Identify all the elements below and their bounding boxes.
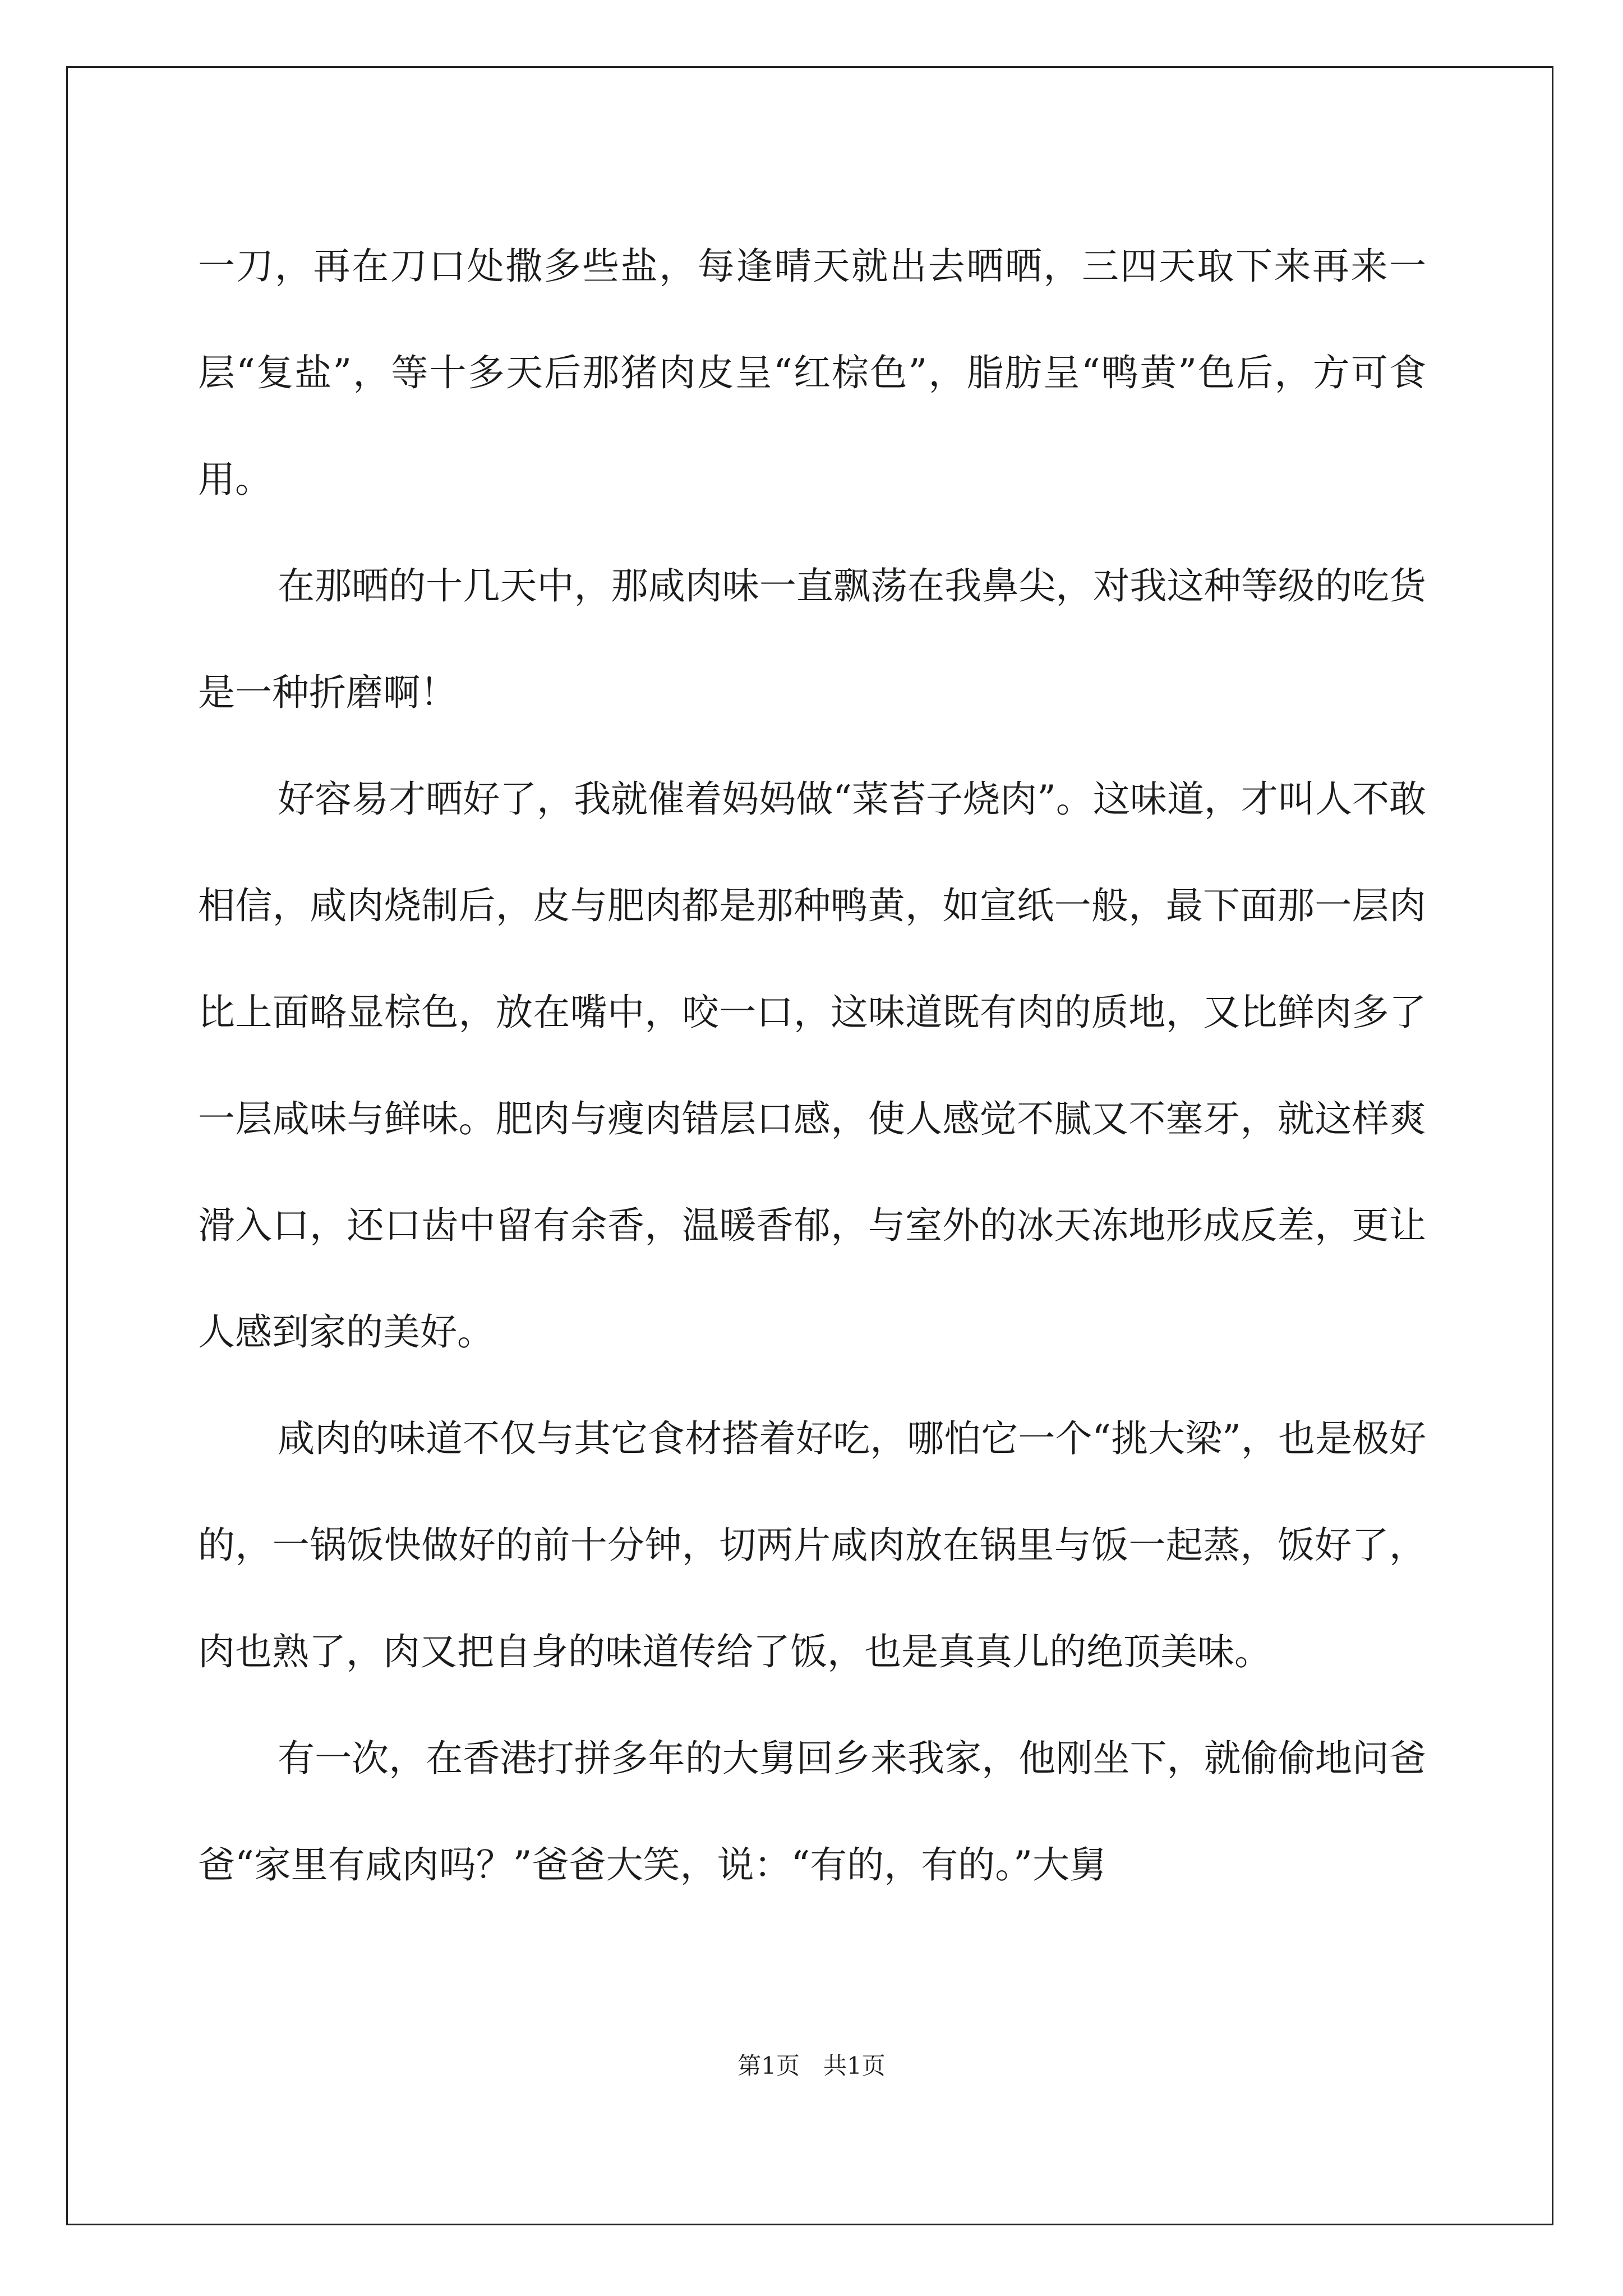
page-footer: 第1页 共1页	[737, 2052, 886, 2079]
paragraph-5: 有一次，在香港打拼多年的大舅回乡来我家，他刚坐下，就偷偷地问爸爸“家里有咸肉吗？”爸爸大笑，说：“有的，有的。”大舅	[198, 1737, 1426, 1887]
paragraph-3: 好容易才晒好了，我就催着妈妈做“菜苔子烧肉”。这味道，才叫人不敢相信，咸肉烧制后，皮与肥肉都是那种鸭黄，如宣纸一般，最下面那一层肉比上面略显棕色，放在嘴中，咬一口，这味道既有肉的质地，又比鲜肉多了一层咸味与鲜味。肥肉与瘦肉错层口感，使人感觉不腻又不塞牙，就这样爽滑入口，还口齿中留有余香，温暖香郁，与室外的冰天冻地形成反差，更让人感到家的美好。	[198, 777, 1426, 1354]
paragraph-4: 咸肉的味道不仅与其它食材搭着好吃，哪怕它一个“挑大梁”，也是极好的，一锅饭快做好的前十分钟，切两片咸肉放在锅里与饭一起蒸，饭好了，肉也熟了，肉又把自身的味道传给了饭，也是真真儿的绝顶美味。	[198, 1417, 1426, 1673]
document-body	[198, 213, 1426, 1918]
paragraph-1: 一刀，再在刀口处撒多些盐，每逢晴天就出去晒晒，三四天取下来再来一层“复盐”，等十多天后那猪肉皮呈“红棕色”，脂肪呈“鸭黄”色后，方可食用。	[198, 245, 1426, 501]
paragraph-2: 在那晒的十几天中，那咸肉味一直飘荡在我鼻尖，对我这种等级的吃货是一种折磨啊！	[198, 564, 1426, 714]
